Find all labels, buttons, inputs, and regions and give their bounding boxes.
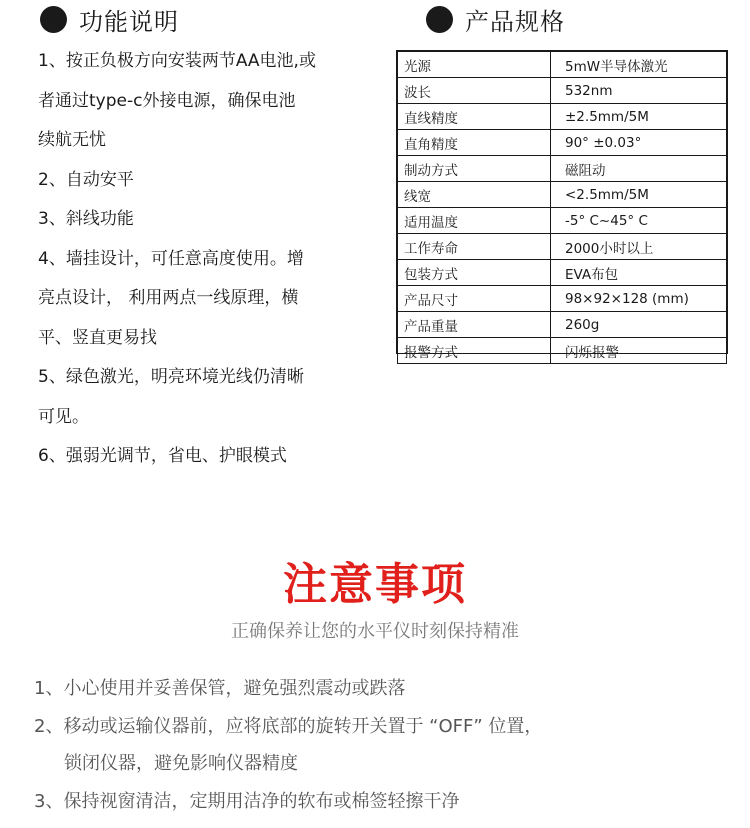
spec-key: 直角精度 (398, 130, 551, 156)
spec-value: 5mW半导体激光 (551, 52, 727, 78)
table-row (398, 234, 727, 260)
spec-heading (426, 4, 565, 34)
table-row (398, 208, 727, 234)
spec-key: 线宽 (398, 182, 551, 208)
function-line: 平、竖直更易找 (38, 327, 157, 348)
spec-value: 90° ±0.03° (551, 130, 727, 156)
function-title: 功能说明 (79, 7, 179, 36)
spec-key: 适用温度 (398, 208, 551, 234)
bullet-dot-icon (426, 6, 453, 33)
notice-line: 3、保持视窗清洁，定期用洁净的软布或棉签轻擦干净 (34, 790, 460, 812)
spec-key: 产品重量 (398, 312, 551, 338)
table-row (398, 260, 727, 286)
table-row (398, 130, 727, 156)
function-line: 续航无忧 (38, 130, 106, 150)
function-line: 2、自动安平 (38, 169, 134, 190)
notice-subtitle: 正确保养让您的水平仪时刻保持精准 (231, 621, 519, 642)
spec-title: 产品规格 (465, 7, 565, 36)
notice-list (34, 670, 734, 820)
spec-value: 闪烁报警 (551, 338, 727, 364)
notice-title: 注意事项 (283, 559, 467, 610)
table-row (398, 338, 727, 364)
spec-key: 波长 (398, 78, 551, 104)
spec-key: 光源 (398, 52, 551, 78)
bullet-dot-icon (40, 6, 67, 33)
table-row (398, 104, 727, 130)
spec-key: 制动方式 (398, 156, 551, 182)
spec-value: 2000小时以上 (551, 234, 727, 260)
spec-key: 工作寿命 (398, 234, 551, 260)
table-row (398, 52, 727, 78)
spec-value: ±2.5mm/5M (551, 104, 727, 130)
spec-value: 260g (551, 312, 727, 338)
function-line: 者通过type-c外接电源，确保电池 (38, 90, 296, 111)
spec-value: 98×92×128 (mm) (551, 286, 727, 312)
spec-key: 产品尺寸 (398, 286, 551, 312)
spec-key: 直线精度 (398, 104, 551, 130)
table-row (398, 286, 727, 312)
notice-line: 1、小心使用并妥善保管，避免强烈震动或跌落 (34, 678, 406, 699)
notice-line: 2、移动或运输仪器前，应将底部的旋转开关置于 “OFF” 位置， (34, 715, 543, 737)
spec-key: 包装方式 (398, 260, 551, 286)
function-list (38, 42, 388, 477)
table-row (398, 182, 727, 208)
table-row (398, 156, 727, 182)
spec-value: 磁阻动 (551, 156, 727, 182)
function-line: 4、墙挂设计，可任意高度使用。增 (38, 248, 304, 269)
spec-value: 532nm (551, 78, 727, 104)
spec-value: EVA布包 (551, 260, 727, 286)
function-line: 3、斜线功能 (38, 209, 134, 229)
function-line: 可见。 (38, 406, 89, 427)
table-row (398, 312, 727, 338)
function-line: 1、按正负极方向安装两节AA电池,或 (38, 51, 316, 71)
spec-value: <2.5mm/5M (551, 182, 727, 208)
notice-line: 锁闭仪器，避免影响仪器精度 (64, 753, 298, 774)
spec-table (396, 50, 728, 361)
function-heading (40, 4, 179, 34)
function-line: 6、强弱光调节，省电、护眼模式 (38, 446, 287, 466)
spec-value: -5° C~45° C (551, 208, 727, 234)
spec-key: 报警方式 (398, 338, 551, 364)
function-line: 亮点设计， 利用两点一线原理，横 (38, 288, 299, 308)
function-line: 5、绿色激光，明亮环境光线仍清晰 (38, 367, 304, 387)
table-row (398, 78, 727, 104)
